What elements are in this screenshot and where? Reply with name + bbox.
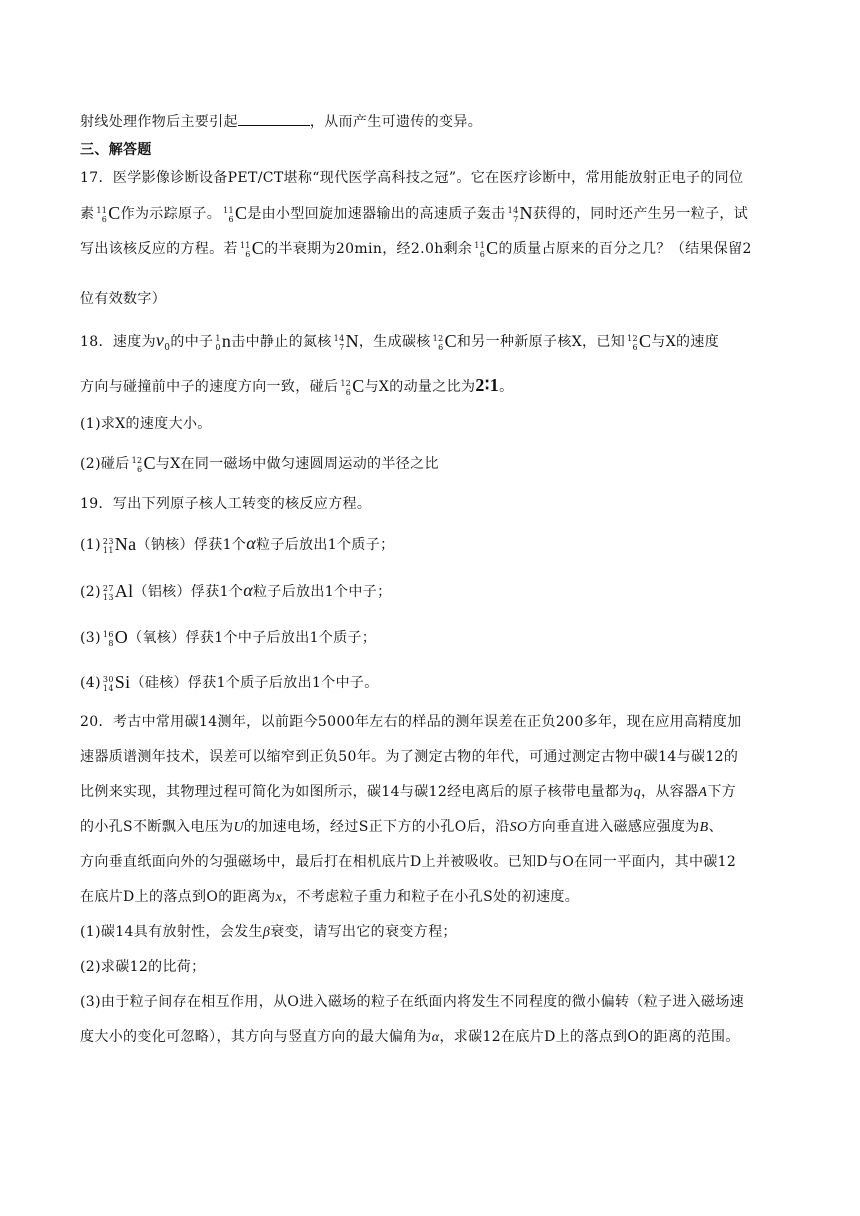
q17-line4: 位有效数字） xyxy=(80,291,167,307)
nuclide-al27: 27 13 Al xyxy=(102,581,134,602)
nuclide-c12: 12 6 C xyxy=(627,331,652,352)
nuclide-c12: 12 6 C xyxy=(131,453,156,474)
q20-line6: 在底片D上的落点到O的距离为x，不考虑粒子重力和粒子在小孔S处的初速度。 xyxy=(80,889,580,905)
q18-line2: 方向与碰撞前中子的速度方向一致，碰后 12 6 C与X的动量之比为2∶1。 xyxy=(80,375,514,397)
q17-line3: 写出该核反应的方程。若 11 6 C的半衰期为20min，经2.0h剩余 11 6 C的质量占原来的百分之几？（结果保留2 xyxy=(80,238,752,259)
nuclide-na23: 23 11 Na xyxy=(102,534,137,555)
q20-line1: 20．考古中常用碳14测年，以前距今5000年左右的样品的测年误差在正负200多年，现在应用高精度加 xyxy=(80,714,742,730)
nuclide-n14: 14 7 N xyxy=(507,203,533,224)
q19-title: 19．写出下列原子核人工转变的核反应方程。 xyxy=(80,496,372,512)
q19-item2: (2) 27 13 Al（铝核）俘获1个α粒子后放出1个中子； xyxy=(80,580,392,602)
q19-item3: (3) 16 8 O（氧核）俘获1个中子后放出1个质子； xyxy=(80,627,377,648)
q18-sub2: (2)碰后 12 6 C与X在同一磁场中做匀速圆周运动的半径之比 xyxy=(80,453,439,474)
answer-blank xyxy=(238,113,310,126)
nuclide-c12: 12 6 C xyxy=(432,331,457,352)
q20-sub2: (2)求碳12的比荷； xyxy=(80,959,206,975)
text: 射线处理作物后主要引起 xyxy=(80,114,238,130)
nuclide-si30: 30 14 Si xyxy=(102,672,131,693)
q17-line1: 17．医学影像诊断设备PET/CT堪称“现代医学高科技之冠”。它在医疗诊断中，常用能放射正电子的同位 xyxy=(80,170,744,186)
q19-item1: (1) 23 11 Na（钠核）俘获1个α粒子后放出1个质子； xyxy=(80,533,395,555)
q20-line5: 方向垂直纸面向外的匀强磁场中，最后打在相机底片D上并被吸收。已知D与O在同一平面内，其中碳12 xyxy=(80,854,737,870)
nuclide-c12: 12 6 C xyxy=(340,376,365,397)
q18-sub1: (1)求X的速度大小。 xyxy=(80,416,212,432)
nuclide-c11: 11 6 C xyxy=(96,203,121,224)
nuclide-c11: 11 6 C xyxy=(223,203,248,224)
q18-line1: 18．速度为$v_0$的中子 1 0 n击中静止的氮核 14 7 N，生成碳核 12 6 C和另一种新原子核X，已知 12 6 C与X的速度 xyxy=(80,330,720,353)
nuclide-c11: 11 6 C xyxy=(239,238,265,259)
text: ，从而产生可遗传的变异。 xyxy=(309,114,483,130)
nuclide-n1: 1 0 n xyxy=(215,331,232,352)
section-heading: 三、解答题 xyxy=(80,142,152,158)
q20-line4: 的小孔S不断飘入电压为U的加速电场，经过S正下方的小孔O后，沿SO方向垂直进入磁感应强度为B、 xyxy=(80,819,723,835)
text-line xyxy=(80,112,482,132)
q17-line2: 素 11 6 C作为示踪原子。 11 6 C是由小型回旋加速器输出的高速质子轰击 14 7 N获得的，同时还产生另一粒子，试 xyxy=(80,203,749,224)
q20-line3: 比例来实现，其物理过程可简化为如图所示，碳14与碳12经电离后的原子核带电量都为q，从容器A下方 xyxy=(80,784,737,800)
q20-sub3-line2: 度大小的变化可忽略），其方向与竖直方向的最大偏角为α，求碳12在底片D上的落点到O的距离的范围。 xyxy=(80,1029,740,1045)
q20-sub3-line1: (3)由于粒子间存在相互作用，从O进入磁场的粒子在纸面内将发生不同程度的微小偏转（粒子进入磁场速 xyxy=(80,994,745,1010)
nuclide-c11: 11 6 C xyxy=(474,238,499,259)
q19-item4: (4) 30 14 Si（硅核）俘获1个质子后放出1个中子。 xyxy=(80,672,379,693)
nuclide-n14: 14 7 N xyxy=(333,331,359,352)
q20-line2: 速器质谱测年技术，误差可以缩窄到正负50年。为了测定古物的年代，可通过测定古物中碳14与碳12的 xyxy=(80,749,739,765)
nuclide-o16: 16 8 O xyxy=(102,627,129,648)
q20-sub1: (1)碳14具有放射性，会发生β衰变，请写出它的衰变方程； xyxy=(80,924,457,940)
